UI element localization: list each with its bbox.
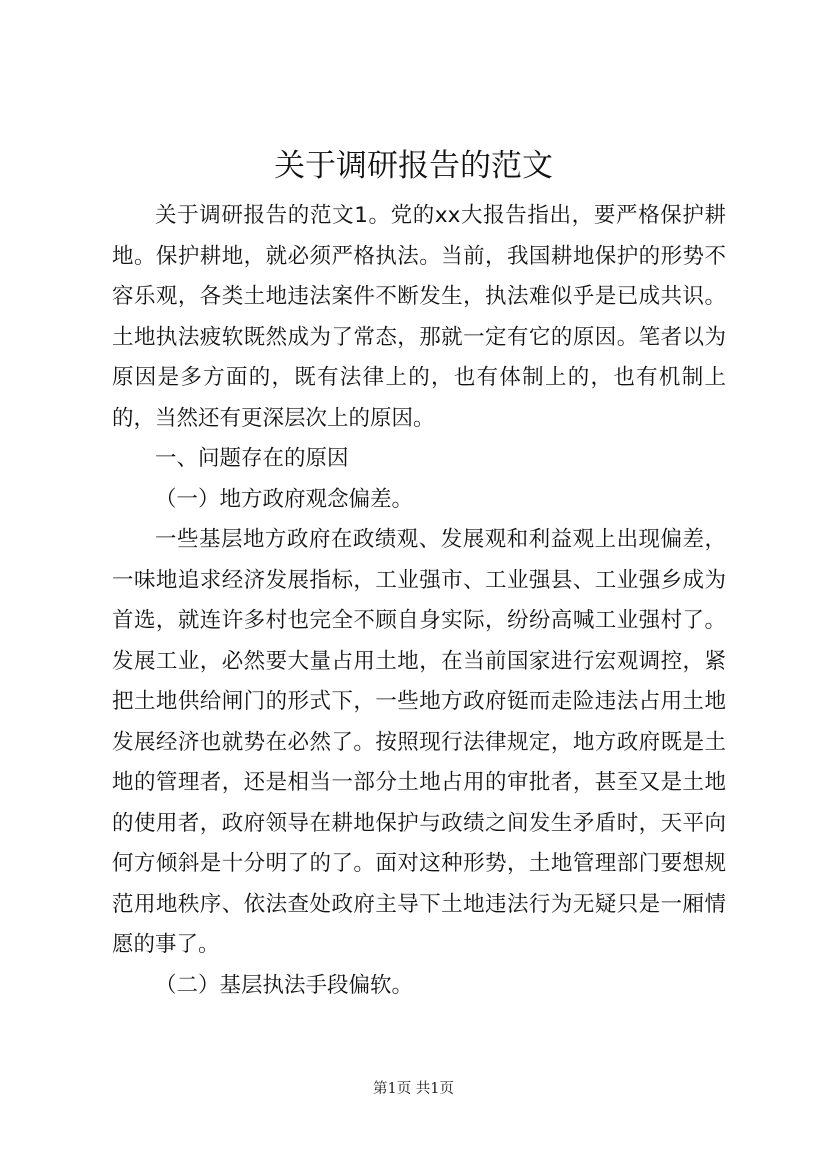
intro-paragraph: 关于调研报告的范文1。党的xx大报告指出，要严格保护耕地。保护耕地，就必须严格执法。当前，我国耕地保护的形势不容乐观，各类土地违法案件不断发生，执法难似乎是已成共识。土地执法疲软既然成为了常态，那就一定有它的原因。笔者以为原因是多方面的，既有法律上的，也有体制上的，也有机制上的，当然还有更深层次上的原因。 — [112, 203, 726, 431]
document-title: 关于调研报告的范文 — [274, 148, 553, 184]
page-number-label: 第1页 共1页 — [372, 1081, 455, 1097]
section-heading-1: 一、问题存在的原因 — [155, 446, 349, 471]
subsection-heading-2: （二）基层执法手段偏软。 — [155, 972, 414, 998]
page-footer — [0, 1079, 827, 1099]
subsection-heading-1: （一）地方政府观念偏差。 — [155, 486, 414, 512]
body-paragraph-2: 一些基层地方政府在政绩观、发展观和利益观上出现偏差，一味地追求经济发展指标，工业强市、工业强县、工业强乡成为首选，就连许多村也完全不顾自身实际，纷纷高喊工业强村了。发展工业，必然要大量占用土地，在当前国家进行宏观调控，紧把土地供给闸门的形式下，一些地方政府铤而走险违法占用土地发展经济也就势在必然了。按照现行法律规定，地方政府既是土地的管理者，还是相当一部分土地占用的审批者，甚至又是土地的使用者，政府领导在耕地保护与政绩之间发生矛盾时，天平向何方倾斜是十分明了的了。面对这种形势，土地管理部门要想规范用地秩序、依法查处政府主导下土地违法行为无疑只是一厢情愿的事了。 — [112, 527, 726, 957]
document-body — [112, 196, 726, 1006]
